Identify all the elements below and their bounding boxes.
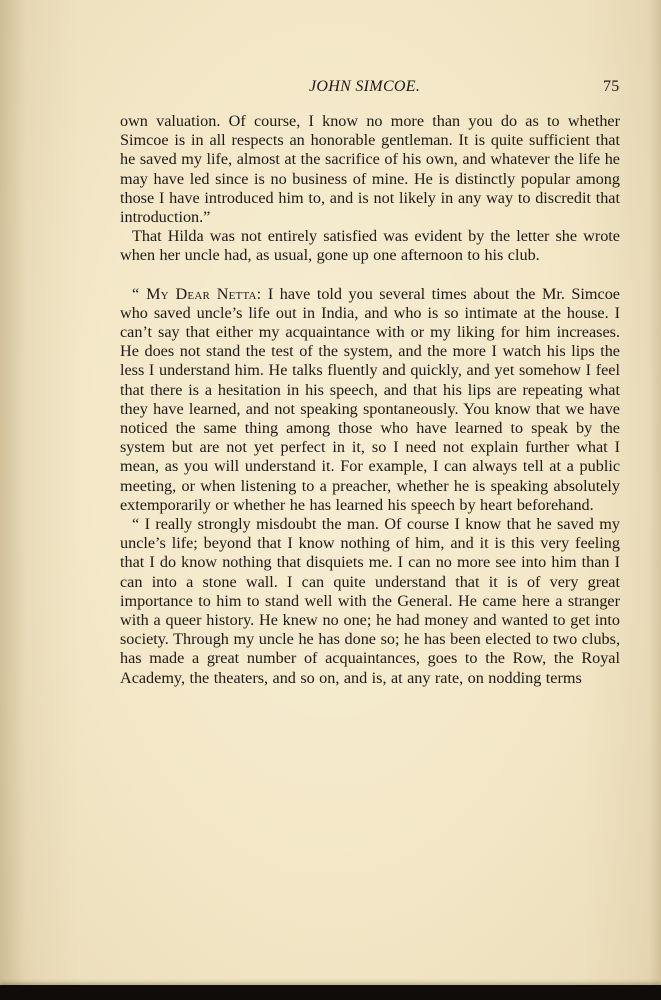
- letter-paragraph-1-text: I have told you several times about the Mr. Simcoe who saved uncle’s life out in India, and who is so intimate at the house. I can’t say that either my acquaintance with or my liking for him increases. He does not stand the test of the system, and the more I watch his lips the less I understand him. He talks fluently and quickly, and yet somehow I feel that there is a hesitation in his speech, and that his lips are repeating what they have learned, and not speaking spontaneously. You know that we have noticed the same thing among those who have learned to speak by the system but are not yet perfect in it, so I need not explain further what I mean, as you will understand it. For example, I can always tell at a public meeting, or when listening to a preacher, whether he is speaking absolutely extemporarily or whether he has learned his speech by heart beforehand.: [120, 284, 620, 514]
- letter-paragraph-1: [120, 285, 620, 515]
- bottom-dark-border: [0, 985, 661, 1000]
- paragraph-1: own valuation. Of course, I know no more than you do as to whether Simcoe is in all respects an honorable gentleman. It is quite sufficient that he saved my life, almost at the sacrifice of his own, and whatever the life he may have led since is no business of mine. He is distinctly popular among those I have introduced him to, and is not likely in any way to discredit that introduction.”: [120, 112, 620, 227]
- paragraph-2: That Hilda was not entirely satisfied was evident by the letter she wrote when her uncle had, as usual, gone up one afternoon to his club.: [120, 227, 620, 265]
- page-number: 75: [603, 78, 620, 95]
- page-body-text: [120, 112, 620, 688]
- letter-salutation: “ My Dear Netta:: [132, 284, 262, 303]
- running-head: JOHN SIMCOE.: [309, 78, 421, 95]
- page-right-edge: [649, 0, 661, 1000]
- letter-paragraph-2: “ I really strongly misdoubt the man. Of course I know that he saved my uncle’s life; beyond that I know nothing of him, and it is this very feeling that I do know nothing that disquiets me. I can no more see into him than I can into a stone wall. I can quite understand that it is of very great importance to him to stand well with the General. He came here a stranger with a queer history. He knew no one; he had money and wanted to get into society. Through my uncle he has done so; he has been elected to two clubs, has made a great number of acquaintances, goes to the Row, the Royal Academy, the theaters, and so on, and is, at any rate, on nodding terms: [120, 515, 620, 687]
- page-left-shadow: [0, 0, 26, 1000]
- page-header: [0, 78, 661, 102]
